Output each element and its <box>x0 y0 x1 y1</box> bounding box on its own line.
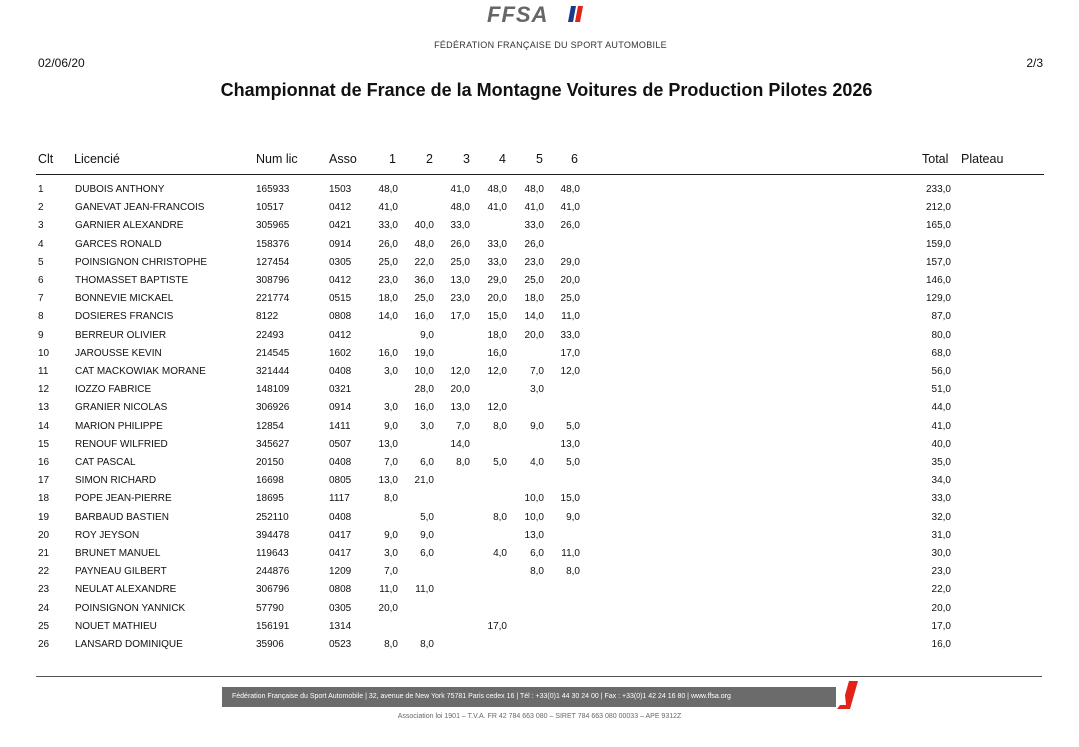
cell-round-2: 48,0 <box>414 238 434 250</box>
table-row <box>0 548 1079 566</box>
cell-total: 146,0 <box>925 275 951 286</box>
cell-round-5: 7,0 <box>530 366 544 377</box>
table-row <box>0 512 1079 530</box>
cell-round-6: 15,0 <box>560 493 580 505</box>
cell-licencie: POINSIGNON CHRISTOPHE <box>75 256 208 268</box>
cell-licencie: GARCES RONALD <box>75 238 162 250</box>
cell-round-1: 3,0 <box>384 548 398 559</box>
cell-licencie: ROY JEYSON <box>75 529 140 541</box>
cell-round-1: 33,0 <box>378 220 398 232</box>
cell-num-lic: 35906 <box>256 639 284 650</box>
cell-round-3: 12,0 <box>450 366 470 377</box>
cell-clt: 26 <box>38 639 50 650</box>
cell-round-2: 9,0 <box>420 329 434 341</box>
cell-round-5: 3,0 <box>530 384 544 396</box>
cell-licencie: GANEVAT JEAN-FRANCOIS <box>75 202 205 214</box>
cell-round-5: 26,0 <box>524 238 544 250</box>
cell-round-5: 20,0 <box>524 329 544 341</box>
cell-total: 32,0 <box>931 511 951 523</box>
ffsa-logo <box>487 4 597 26</box>
cell-round-5: 48,0 <box>524 184 544 195</box>
cell-clt: 22 <box>38 566 50 578</box>
cell-licencie: CAT PASCAL <box>75 457 136 468</box>
cell-round-4: 41,0 <box>487 202 507 214</box>
cell-clt: 14 <box>38 420 50 432</box>
cell-round-5: 6,0 <box>530 548 544 559</box>
cell-num-lic: 306796 <box>256 584 290 596</box>
footer-rule <box>36 676 1042 677</box>
cell-round-1: 41,0 <box>378 202 398 214</box>
col-round-1: 1 <box>389 152 396 166</box>
cell-round-1: 11,0 <box>379 584 398 596</box>
cell-round-3: 13,0 <box>450 275 470 286</box>
cell-clt: 16 <box>38 457 50 468</box>
cell-round-3: 41,0 <box>450 184 470 195</box>
cell-asso: 0808 <box>329 311 352 323</box>
cell-round-2: 6,0 <box>420 457 434 468</box>
page-number: 2/3 <box>1026 56 1043 70</box>
cell-round-5: 14,0 <box>524 311 544 323</box>
cell-licencie: BONNEVIE MICKAEL <box>75 293 174 305</box>
cell-num-lic: 8122 <box>256 311 279 323</box>
cell-round-5: 8,0 <box>530 566 544 578</box>
cell-asso: 0421 <box>329 220 352 232</box>
cell-round-2: 9,0 <box>420 529 434 541</box>
cell-total: 41,0 <box>931 420 951 432</box>
cell-round-4: 5,0 <box>493 457 507 468</box>
cell-total: 31,0 <box>931 529 951 541</box>
cell-licencie: GRANIER NICOLAS <box>75 402 168 414</box>
cell-clt: 9 <box>38 329 44 341</box>
table-row <box>0 475 1079 493</box>
page-title: Championnat de France de la Montagne Voitures de Production Pilotes 2026 <box>220 80 873 100</box>
cell-num-lic: 119643 <box>256 548 289 559</box>
table-row <box>0 457 1079 475</box>
footer-legal: Association loi 1901 – T.V.A. FR 42 784 663 080 – SIRET 784 663 080 00033 – APE 9312Z <box>397 713 682 720</box>
cell-asso: 0417 <box>329 529 352 541</box>
cell-num-lic: 12854 <box>256 420 284 432</box>
cell-num-lic: 305965 <box>256 220 290 232</box>
cell-round-4: 29,0 <box>487 275 507 286</box>
cell-asso: 0412 <box>329 329 352 341</box>
table-row <box>0 348 1079 366</box>
cell-round-2: 36,0 <box>414 275 434 286</box>
cell-asso: 0408 <box>329 366 352 377</box>
cell-round-1: 14,0 <box>378 311 398 323</box>
cell-asso: 0515 <box>329 293 352 305</box>
cell-total: 157,0 <box>925 256 951 268</box>
cell-round-3: 13,0 <box>450 402 470 414</box>
federation-name: FÉDÉRATION FRANÇAISE DU SPORT AUTOMOBILE <box>434 40 667 50</box>
cell-clt: 20 <box>38 529 50 541</box>
col-plateau: Plateau <box>961 152 1004 166</box>
table-row <box>0 421 1079 439</box>
cell-round-3: 33,0 <box>450 220 470 232</box>
cell-asso: 0408 <box>329 457 352 468</box>
cell-round-1: 13,0 <box>378 438 398 450</box>
cell-round-4: 8,0 <box>493 420 507 432</box>
cell-round-1: 26,0 <box>378 238 398 250</box>
cell-total: 129,0 <box>925 293 951 305</box>
cell-licencie: LANSARD DOMINIQUE <box>75 639 183 650</box>
cell-total: 35,0 <box>931 457 951 468</box>
cell-round-4: 48,0 <box>487 184 507 195</box>
flag-icon <box>567 6 585 22</box>
cell-total: 56,0 <box>931 366 951 377</box>
cell-round-4: 12,0 <box>487 402 507 414</box>
table-row <box>0 184 1079 202</box>
col-round-3: 3 <box>463 152 470 166</box>
cell-num-lic: 18695 <box>256 493 284 505</box>
table-row <box>0 566 1079 584</box>
cell-round-6: 41,0 <box>560 202 580 214</box>
cell-asso: 0417 <box>329 548 352 559</box>
cell-total: 87,0 <box>931 311 951 323</box>
cell-licencie: THOMASSET BAPTISTE <box>75 275 189 286</box>
cell-num-lic: 16698 <box>256 475 284 487</box>
cell-round-1: 48,0 <box>378 184 398 195</box>
cell-asso: 0305 <box>329 602 352 614</box>
footer-flag-icon <box>834 681 860 709</box>
cell-licencie: CAT MACKOWIAK MORANE <box>75 366 206 377</box>
cell-round-4: 33,0 <box>487 238 507 250</box>
table-row <box>0 621 1079 639</box>
cell-clt: 11 <box>38 366 49 377</box>
cell-round-6: 8,0 <box>566 566 580 578</box>
cell-total: 23,0 <box>931 566 951 578</box>
table-row <box>0 439 1079 457</box>
cell-total: 159,0 <box>925 238 951 250</box>
cell-licencie: SIMON RICHARD <box>75 475 157 487</box>
table-row <box>0 639 1079 657</box>
cell-round-6: 11,0 <box>561 548 580 559</box>
header-rule <box>36 174 1044 175</box>
cell-round-4: 12,0 <box>487 366 507 377</box>
cell-round-6: 25,0 <box>560 293 580 305</box>
footer-contact: Fédération Française du Sport Automobile | 32, avenue de New York 75781 Paris cedex 16 | Tél : +33(0)1 44 30 24 00 | Fax : +33(0)1 42 24 16 80 | www.ffsa.org <box>222 687 836 707</box>
cell-asso: 0305 <box>329 256 352 268</box>
cell-total: 17,0 <box>931 620 951 632</box>
cell-round-5: 41,0 <box>524 202 544 214</box>
cell-round-2: 8,0 <box>420 639 434 650</box>
cell-round-5: 4,0 <box>530 457 544 468</box>
cell-clt: 4 <box>38 238 44 250</box>
cell-round-6: 29,0 <box>560 256 580 268</box>
cell-clt: 10 <box>38 347 50 359</box>
cell-num-lic: 20150 <box>256 457 284 468</box>
cell-round-6: 12,0 <box>560 366 580 377</box>
cell-round-1: 23,0 <box>378 275 398 286</box>
cell-licencie: POINSIGNON YANNICK <box>75 602 186 614</box>
cell-licencie: GARNIER ALEXANDRE <box>75 220 184 232</box>
cell-round-5: 25,0 <box>524 275 544 286</box>
cell-num-lic: 10517 <box>256 202 284 214</box>
cell-licencie: BRUNET MANUEL <box>75 548 161 559</box>
cell-total: 165,0 <box>925 220 951 232</box>
cell-num-lic: 306926 <box>256 402 290 414</box>
cell-num-lic: 345627 <box>256 438 290 450</box>
col-round-5: 5 <box>536 152 543 166</box>
cell-clt: 18 <box>38 493 50 505</box>
cell-round-2: 5,0 <box>420 511 434 523</box>
cell-round-6: 11,0 <box>561 311 580 323</box>
cell-clt: 17 <box>38 475 50 487</box>
col-total: Total <box>922 152 949 166</box>
cell-num-lic: 308796 <box>256 275 290 286</box>
cell-licencie: DUBOIS ANTHONY <box>75 184 165 195</box>
cell-round-3: 25,0 <box>450 256 470 268</box>
cell-num-lic: 214545 <box>256 347 290 359</box>
cell-licencie: PAYNEAU GILBERT <box>75 566 167 578</box>
cell-asso: 0507 <box>329 438 352 450</box>
cell-num-lic: 244876 <box>256 566 290 578</box>
cell-clt: 6 <box>38 275 44 286</box>
cell-num-lic: 22493 <box>256 329 284 341</box>
cell-round-1: 8,0 <box>384 639 398 650</box>
cell-round-3: 8,0 <box>456 457 470 468</box>
cell-round-6: 48,0 <box>560 184 580 195</box>
cell-round-6: 5,0 <box>566 457 580 468</box>
cell-round-5: 23,0 <box>524 256 544 268</box>
table-header <box>0 152 1079 170</box>
cell-licencie: NEULAT ALEXANDRE <box>75 584 177 596</box>
cell-clt: 13 <box>38 402 50 414</box>
table-row <box>0 584 1079 602</box>
col-round-2: 2 <box>426 152 433 166</box>
cell-round-5: 10,0 <box>524 511 544 523</box>
cell-round-2: 3,0 <box>420 420 434 432</box>
cell-total: 68,0 <box>931 347 951 359</box>
cell-num-lic: 165933 <box>256 184 290 195</box>
cell-round-1: 7,0 <box>384 566 398 578</box>
cell-clt: 23 <box>38 584 50 596</box>
cell-licencie: BARBAUD BASTIEN <box>75 511 169 523</box>
logo-text: FFSA <box>487 2 549 27</box>
cell-clt: 5 <box>38 256 44 268</box>
cell-round-2: 25,0 <box>414 293 434 305</box>
cell-asso: 0412 <box>329 202 352 214</box>
cell-round-6: 5,0 <box>566 420 580 432</box>
cell-round-1: 13,0 <box>378 475 398 487</box>
cell-round-1: 7,0 <box>384 457 398 468</box>
cell-clt: 24 <box>38 602 50 614</box>
cell-total: 80,0 <box>931 329 951 341</box>
cell-licencie: MARION PHILIPPE <box>75 420 163 432</box>
print-date: 02/06/20 <box>38 56 85 70</box>
cell-total: 233,0 <box>925 184 951 195</box>
col-clt: Clt <box>38 152 54 166</box>
cell-asso: 0321 <box>329 384 352 396</box>
cell-round-3: 20,0 <box>450 384 470 396</box>
cell-round-4: 15,0 <box>487 311 507 323</box>
cell-asso: 0914 <box>329 402 352 414</box>
cell-round-6: 17,0 <box>560 347 580 359</box>
col-num-lic: Num lic <box>256 152 298 166</box>
cell-total: 30,0 <box>931 548 951 559</box>
cell-num-lic: 158376 <box>256 238 290 250</box>
cell-round-5: 9,0 <box>530 420 544 432</box>
cell-licencie: IOZZO FABRICE <box>75 384 152 396</box>
cell-round-6: 13,0 <box>560 438 580 450</box>
col-licencie: Licencié <box>74 152 120 166</box>
cell-round-1: 20,0 <box>378 602 398 614</box>
cell-round-3: 17,0 <box>450 311 470 323</box>
cell-round-2: 28,0 <box>414 384 434 396</box>
cell-round-1: 9,0 <box>384 420 398 432</box>
cell-total: 34,0 <box>931 475 951 487</box>
cell-round-2: 40,0 <box>414 220 434 232</box>
cell-licencie: JAROUSSE KEVIN <box>75 347 162 359</box>
table-row <box>0 293 1079 311</box>
cell-total: 51,0 <box>931 384 951 396</box>
cell-num-lic: 127454 <box>256 256 290 268</box>
cell-asso: 0914 <box>329 238 352 250</box>
cell-num-lic: 221774 <box>256 293 290 305</box>
cell-round-1: 25,0 <box>378 256 398 268</box>
cell-licencie: POPE JEAN-PIERRE <box>75 493 172 505</box>
cell-asso: 0412 <box>329 275 352 286</box>
cell-total: 16,0 <box>931 639 951 650</box>
cell-asso: 1503 <box>329 184 352 195</box>
cell-round-3: 23,0 <box>450 293 470 305</box>
cell-round-6: 20,0 <box>560 275 580 286</box>
col-round-4: 4 <box>499 152 506 166</box>
table-row <box>0 402 1079 420</box>
table-row <box>0 220 1079 238</box>
cell-total: 44,0 <box>931 402 951 414</box>
cell-round-5: 13,0 <box>524 529 544 541</box>
cell-clt: 3 <box>38 220 44 232</box>
cell-clt: 19 <box>38 511 50 523</box>
cell-num-lic: 252110 <box>256 511 289 523</box>
cell-asso: 1209 <box>329 566 352 578</box>
cell-round-2: 22,0 <box>414 256 434 268</box>
cell-round-1: 8,0 <box>384 493 398 505</box>
cell-clt: 8 <box>38 311 44 323</box>
table-row <box>0 366 1079 384</box>
cell-asso: 1314 <box>329 620 352 632</box>
cell-asso: 0808 <box>329 584 352 596</box>
cell-round-4: 8,0 <box>493 511 507 523</box>
cell-num-lic: 57790 <box>256 602 284 614</box>
cell-asso: 0805 <box>329 475 352 487</box>
cell-round-1: 3,0 <box>384 366 398 377</box>
cell-clt: 7 <box>38 293 44 305</box>
cell-licencie: NOUET MATHIEU <box>75 620 157 632</box>
cell-total: 212,0 <box>925 202 951 214</box>
cell-clt: 2 <box>38 202 44 214</box>
cell-round-2: 16,0 <box>414 402 434 414</box>
table-row <box>0 239 1079 257</box>
cell-asso: 1117 <box>329 493 350 505</box>
cell-round-6: 9,0 <box>566 511 580 523</box>
cell-round-5: 10,0 <box>524 493 544 505</box>
cell-num-lic: 156191 <box>256 620 290 632</box>
cell-round-6: 33,0 <box>560 329 580 341</box>
table-row <box>0 493 1079 511</box>
cell-round-2: 10,0 <box>414 366 434 377</box>
table-row <box>0 330 1079 348</box>
cell-clt: 15 <box>38 438 50 450</box>
cell-total: 20,0 <box>931 602 951 614</box>
cell-clt: 1 <box>38 184 44 195</box>
cell-asso: 0523 <box>329 639 352 650</box>
cell-round-4: 20,0 <box>487 293 507 305</box>
cell-round-2: 6,0 <box>420 548 434 559</box>
table-row <box>0 275 1079 293</box>
cell-asso: 1602 <box>329 347 352 359</box>
cell-licencie: DOSIERES FRANCIS <box>75 311 174 323</box>
cell-round-2: 11,0 <box>415 584 434 596</box>
cell-clt: 21 <box>38 548 50 559</box>
col-asso: Asso <box>329 152 357 166</box>
table-row <box>0 311 1079 329</box>
cell-round-1: 18,0 <box>378 293 398 305</box>
table-row <box>0 530 1079 548</box>
cell-round-3: 26,0 <box>450 238 470 250</box>
cell-round-4: 18,0 <box>487 329 507 341</box>
cell-licencie: RENOUF WILFRIED <box>75 438 168 450</box>
cell-round-1: 3,0 <box>384 402 398 414</box>
cell-round-2: 21,0 <box>414 475 434 487</box>
cell-total: 33,0 <box>931 493 951 505</box>
cell-round-1: 9,0 <box>384 529 398 541</box>
cell-round-3: 48,0 <box>450 202 470 214</box>
col-round-6: 6 <box>571 152 578 166</box>
cell-total: 22,0 <box>931 584 951 596</box>
cell-asso: 1411 <box>329 420 351 432</box>
cell-licencie: BERREUR OLIVIER <box>75 329 167 341</box>
table-row <box>0 257 1079 275</box>
cell-round-2: 16,0 <box>414 311 434 323</box>
cell-clt: 25 <box>38 620 50 632</box>
cell-total: 40,0 <box>931 438 951 450</box>
cell-round-4: 17,0 <box>487 620 507 632</box>
cell-num-lic: 394478 <box>256 529 290 541</box>
cell-round-4: 4,0 <box>493 548 507 559</box>
cell-round-2: 19,0 <box>414 347 434 359</box>
table-row <box>0 603 1079 621</box>
cell-num-lic: 148109 <box>256 384 290 396</box>
cell-round-5: 33,0 <box>524 220 544 232</box>
cell-asso: 0408 <box>329 511 352 523</box>
cell-num-lic: 321444 <box>256 366 290 377</box>
cell-round-4: 16,0 <box>487 347 507 359</box>
cell-clt: 12 <box>38 384 50 396</box>
cell-round-5: 18,0 <box>524 293 544 305</box>
table-row <box>0 384 1079 402</box>
table-row <box>0 202 1079 220</box>
cell-round-4: 33,0 <box>487 256 507 268</box>
cell-round-6: 26,0 <box>560 220 580 232</box>
cell-round-3: 14,0 <box>450 438 470 450</box>
cell-round-1: 16,0 <box>378 347 398 359</box>
cell-round-3: 7,0 <box>456 420 470 432</box>
